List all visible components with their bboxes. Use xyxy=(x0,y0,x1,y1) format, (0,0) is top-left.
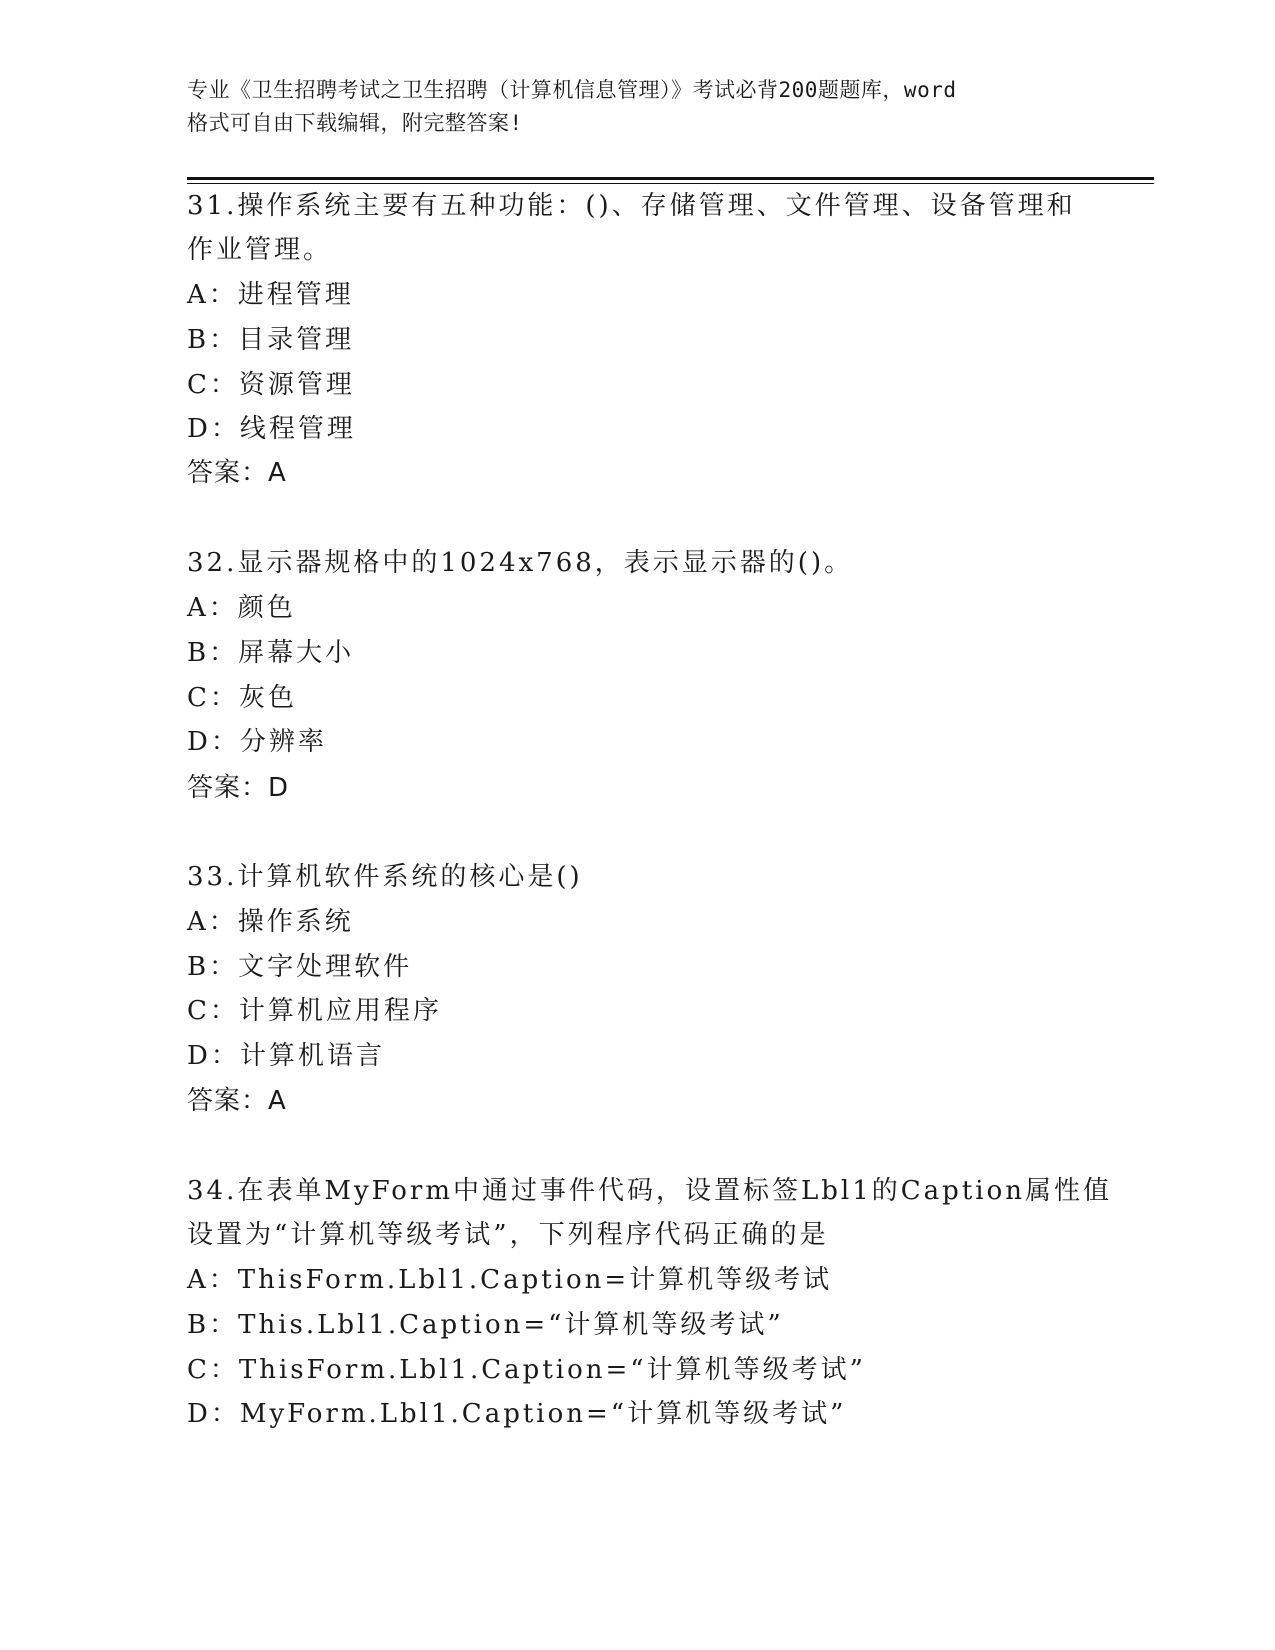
header-rule-thin xyxy=(187,183,1154,184)
question-33-answer: 答案：A xyxy=(187,1086,287,1116)
question-31-stem-line-1: 31.操作系统主要有五种功能：()、存储管理、文件管理、设备管理和 xyxy=(187,191,1076,221)
header-line-2: 格式可自由下载编辑，附完整答案! xyxy=(187,111,523,135)
question-32-stem: 32.显示器规格中的1024x768，表示显示器的()。 xyxy=(187,548,854,578)
document-header xyxy=(187,74,1087,140)
question-33-option-a: A：操作系统 xyxy=(187,907,354,937)
question-34-option-b: B：This.Lbl1.Caption=“计算机等级考试” xyxy=(187,1310,784,1340)
question-33-option-b: B：文字处理软件 xyxy=(187,952,413,982)
question-31-option-b: B：目录管理 xyxy=(187,325,355,355)
question-34-option-d: D：MyForm.Lbl1.Caption=“计算机等级考试” xyxy=(187,1399,847,1429)
question-34-option-a: A：ThisForm.Lbl1.Caption=计算机等级考试 xyxy=(187,1265,833,1295)
question-34-stem-line-2: 设置为“计算机等级考试”，下列程序代码正确的是 xyxy=(187,1220,829,1250)
question-32-option-b: B：屏幕大小 xyxy=(187,638,355,668)
question-34-option-c: C：ThisForm.Lbl1.Caption=“计算机等级考试” xyxy=(187,1355,866,1385)
question-32-option-a: A：颜色 xyxy=(187,593,296,623)
question-33-option-d: D：计算机语言 xyxy=(187,1041,385,1071)
question-31-option-c: C：资源管理 xyxy=(187,370,355,400)
question-31-option-a: A：进程管理 xyxy=(187,280,354,310)
question-34-stem-line-1: 34.在表单MyForm中通过事件代码，设置标签Lbl1的Caption属性值 xyxy=(187,1176,1112,1206)
question-33-option-c: C：计算机应用程序 xyxy=(187,996,442,1026)
question-32-option-c: C：灰色 xyxy=(187,683,297,713)
question-33-stem: 33.计算机软件系统的核心是() xyxy=(187,862,583,892)
question-31-stem-line-2: 作业管理。 xyxy=(187,235,333,265)
question-32-answer: 答案：D xyxy=(187,773,290,803)
header-line-1: 专业《卫生招聘考试之卫生招聘（计算机信息管理）》考试必背200题题库，word xyxy=(187,78,957,102)
header-rule-thick xyxy=(187,177,1154,180)
question-32-option-d: D：分辨率 xyxy=(187,727,327,757)
question-31-answer: 答案：A xyxy=(187,458,287,488)
question-31-option-d: D：线程管理 xyxy=(187,414,356,444)
